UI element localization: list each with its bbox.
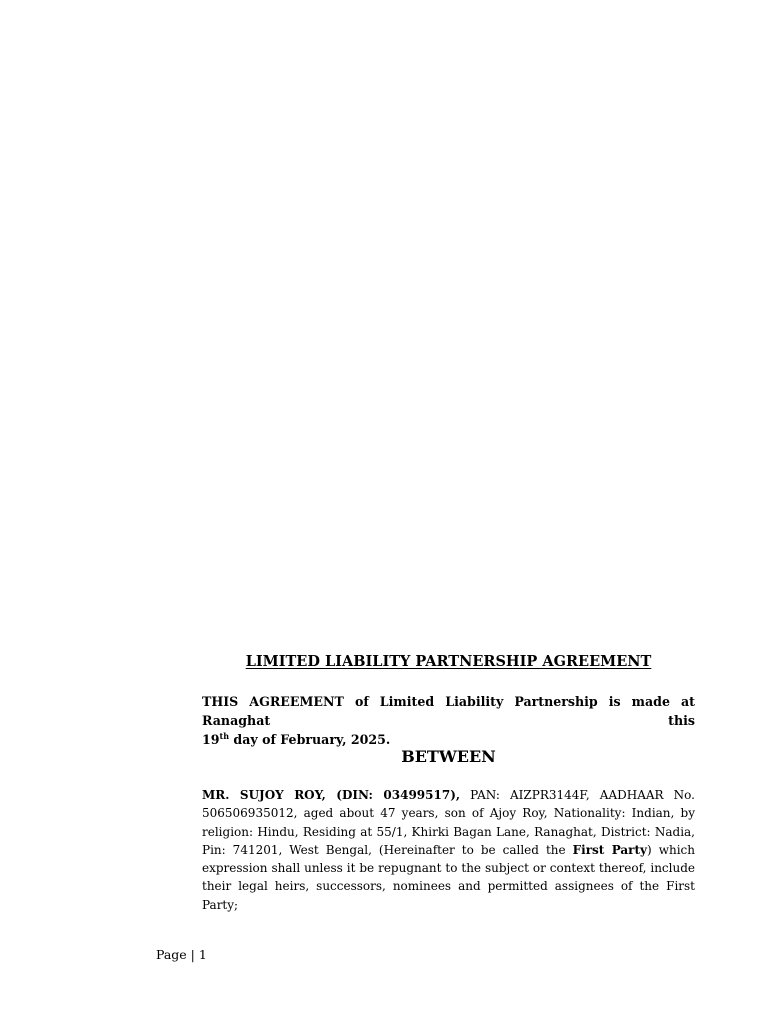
intro-day-suffix: th xyxy=(219,730,230,741)
intro-line-1: THIS AGREEMENT of Limited Liability Partnership is made at Ranaghat this xyxy=(202,694,695,728)
first-party-details-2: ) which expression shall unless it be repugnant to the subject or context thereof, include their legal heirs, successors, nominees and permitted assignees of the First Party; xyxy=(202,842,695,912)
first-party-details-1: PAN: AIZPR3144F, AADHAAR No. 506506935012, aged about 47 years, son of Ajoy Roy, Nationality: Indian, by religion: Hindu, Residing at 55/1, Khirki Bagan Lane, Ranaghat, District: Nadia, Pin: 741201, West Bengal, (Hereinafter to be called the xyxy=(202,788,695,857)
agreement-intro xyxy=(202,692,695,749)
between-heading: BETWEEN xyxy=(401,747,496,766)
first-party-name-din: MR. SUJOY ROY, (DIN: 03499517), xyxy=(202,788,461,802)
document-title: LIMITED LIABILITY PARTNERSHIP AGREEMENT xyxy=(245,653,652,670)
first-party-paragraph xyxy=(202,786,695,914)
first-party-label: First Party xyxy=(572,842,648,857)
intro-line-2: day of February, 2025. xyxy=(229,732,391,747)
page-footer: Page | 1 xyxy=(156,947,207,962)
intro-day-number: 19 xyxy=(202,732,220,747)
